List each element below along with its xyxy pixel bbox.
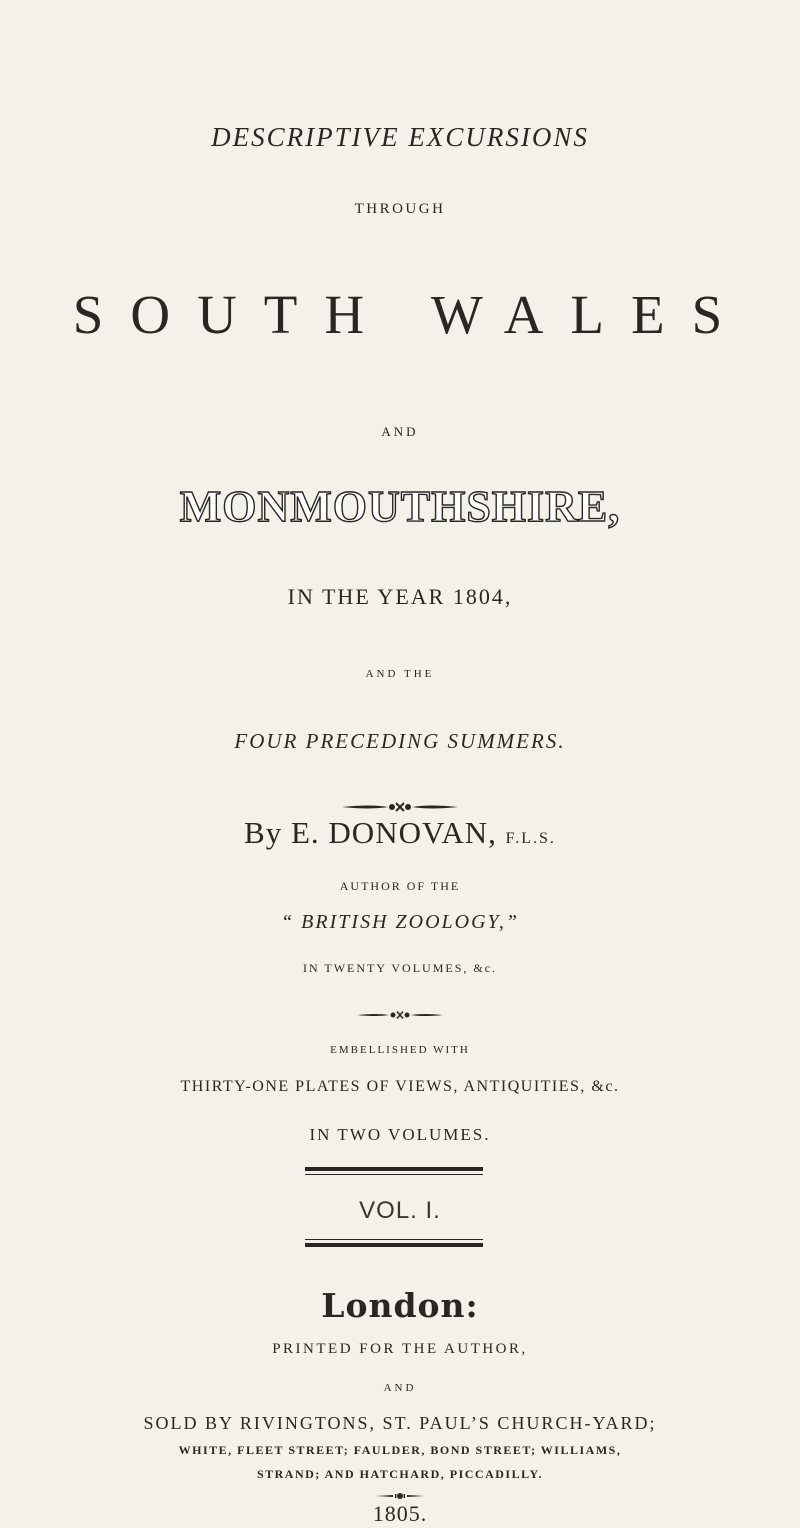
ornament-divider-icon	[0, 1007, 800, 1025]
title-line-four-summers: FOUR PRECEDING SUMMERS.	[234, 729, 566, 753]
title-line-south-wales: SOUTH WALES	[72, 284, 750, 345]
sellers-line-3: STRAND; AND HATCHARD, PICCADILLY.	[256, 1467, 544, 1481]
rule-thick	[305, 1167, 483, 1171]
author-surname: DONOVAN,	[328, 815, 497, 850]
sellers-line-2: WHITE, FLEET STREET; FAULDER, BOND STREET; WILLIAMS,	[178, 1443, 622, 1457]
twenty-volumes-line: IN TWENTY VOLUMES, &c.	[302, 961, 498, 975]
author-of-line: AUTHOR OF THE	[339, 879, 461, 893]
title-line-through: THROUGH	[354, 201, 446, 217]
plates-line: THIRTY-ONE PLATES OF VIEWS, ANTIQUITIES, &c.	[180, 1078, 620, 1095]
publication-year: 1805.	[372, 1501, 428, 1526]
rule-thin	[305, 1174, 483, 1175]
author-credentials: F.L.S.	[505, 830, 556, 847]
sold-by-line: SOLD BY RIVINGTONS, ST. PAUL’S CHURCH-YARD;	[143, 1413, 657, 1433]
author-by: By	[244, 815, 283, 850]
imprint-city: London:	[321, 1286, 479, 1325]
rule-thick	[305, 1243, 483, 1247]
rule-thin	[305, 1239, 483, 1240]
printed-for-line: PRINTED FOR THE AUTHOR,	[272, 1341, 528, 1357]
title-line-descriptive-excursions: DESCRIPTIVE EXCURSIONS	[211, 122, 589, 152]
author-line	[0, 815, 800, 851]
author-initial: E.	[290, 815, 320, 850]
title-line-year: IN THE YEAR 1804,	[287, 584, 513, 609]
title-line-and-the: AND THE	[365, 668, 435, 680]
volume-number: VOL. I.	[359, 1197, 441, 1224]
title-line-monmouthshire: MONMOUTHSHIRE,	[179, 482, 621, 531]
british-zoology-line: “ BRITISH ZOOLOGY,”	[281, 911, 519, 933]
title-line-and: AND	[381, 424, 419, 439]
two-volumes-line: IN TWO VOLUMES.	[309, 1125, 491, 1144]
embellished-line: EMBELLISHED WITH	[330, 1044, 470, 1056]
imprint-and: AND	[383, 1382, 417, 1394]
